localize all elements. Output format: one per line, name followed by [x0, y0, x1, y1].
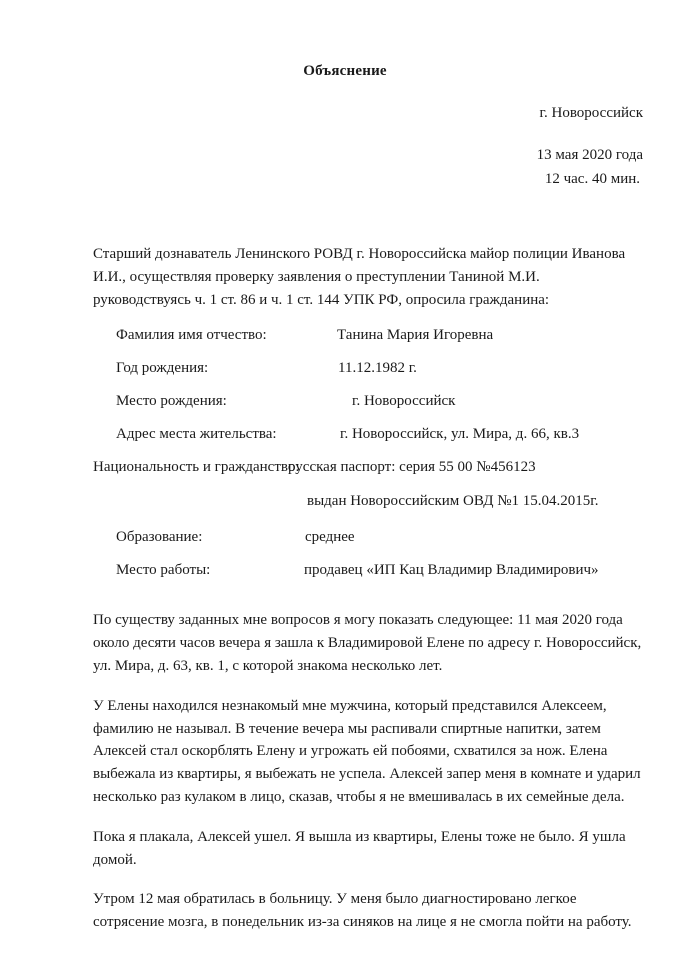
field-row-residence-address	[0, 427, 690, 460]
field-value-nationality-citizenship: русская паспорт: серия 55 00 №456123	[288, 459, 536, 476]
document-title: Объяснение	[303, 63, 387, 79]
field-row-nationality-citizenship	[0, 460, 690, 494]
testimony-paragraph-3: Пока я плакала, Алексей ушел. Я вышла из квартиры, Елены тоже не было. Я ушла домой.	[93, 828, 626, 868]
field-row-birth-year	[0, 361, 690, 394]
header-time: 12 час. 40 мин.	[544, 171, 640, 187]
testimony-paragraph-4: Утром 12 мая обратилась в больницу. У меня было диагностировано легкое сотрясение мозга, в понедельник из-за синяков на лице я не смогла пойти на работу.	[93, 891, 632, 931]
field-label-birth-year: Год рождения:	[116, 360, 209, 377]
field-label-workplace: Место работы:	[116, 562, 211, 579]
field-value-residence-address: г. Новороссийск, ул. Мира, д. 66, кв.3	[340, 426, 580, 443]
header-city: г. Новороссийск	[539, 105, 643, 121]
field-row-full-name	[0, 328, 690, 361]
field-label-nationality-citizenship: Национальность и гражданство:	[93, 459, 300, 476]
field-row-workplace	[0, 563, 690, 596]
field-value-birth-year: 11.12.1982 г.	[338, 360, 417, 377]
document-header-block	[0, 106, 690, 187]
field-label-education: Образование:	[116, 529, 203, 546]
field-label-birth-place: Место рождения:	[116, 393, 227, 410]
field-value-birth-place: г. Новороссийск	[352, 393, 456, 410]
testimony-paragraph-2: У Елены находился незнакомый мне мужчина, который представился Алексеем, фамилию не называл. В течение вечера мы распивали спиртные напитки, затем Алексей стал оскорблять Елену и угрожать ей побоями, схватился за нож. Елена выбежала из квартиры, я выбежать не успела. Алексей запер меня в комнате и ударил несколько раз кулаком в лицо, сказав, чтобы я не вмешивалась в их семейные дела.	[93, 697, 641, 805]
preamble-paragraph: Старший дознаватель Ленинского РОВД г. Новороссийска майор полиции Иванова И.И., осуществляя проверку заявления о преступлении Таниной М.И. руководствуясь ч. 1 ст. 86 и ч. 1 ст. 144 УПК РФ, опросила гражданина:	[93, 246, 626, 308]
field-value-education: среднее	[305, 529, 355, 546]
field-row-birth-place	[0, 394, 690, 427]
field-value-full-name: Танина Мария Игоревна	[337, 327, 494, 344]
person-fields-list	[0, 311, 690, 596]
field-row-education	[0, 530, 690, 563]
field-value-workplace: продавец «ИП Кац Владимир Владимирович»	[304, 562, 599, 579]
testimony-paragraph-1: По существу заданных мне вопросов я могу показать следующее: 11 мая 2020 года около десяти часов вечера я зашла к Владимировой Елене по адресу г. Новороссийск, ул. Мира, д. 63, кв. 1, с которой знакома несколько лет.	[93, 612, 642, 674]
header-date: 13 мая 2020 года	[536, 147, 643, 163]
field-label-residence-address: Адрес места жительства:	[116, 426, 277, 443]
field-label-full-name: Фамилия имя отчество:	[116, 327, 267, 344]
passport-issue-line: выдан Новороссийским ОВД №1 15.04.2015г.	[307, 493, 599, 510]
testimony-body	[0, 609, 690, 934]
